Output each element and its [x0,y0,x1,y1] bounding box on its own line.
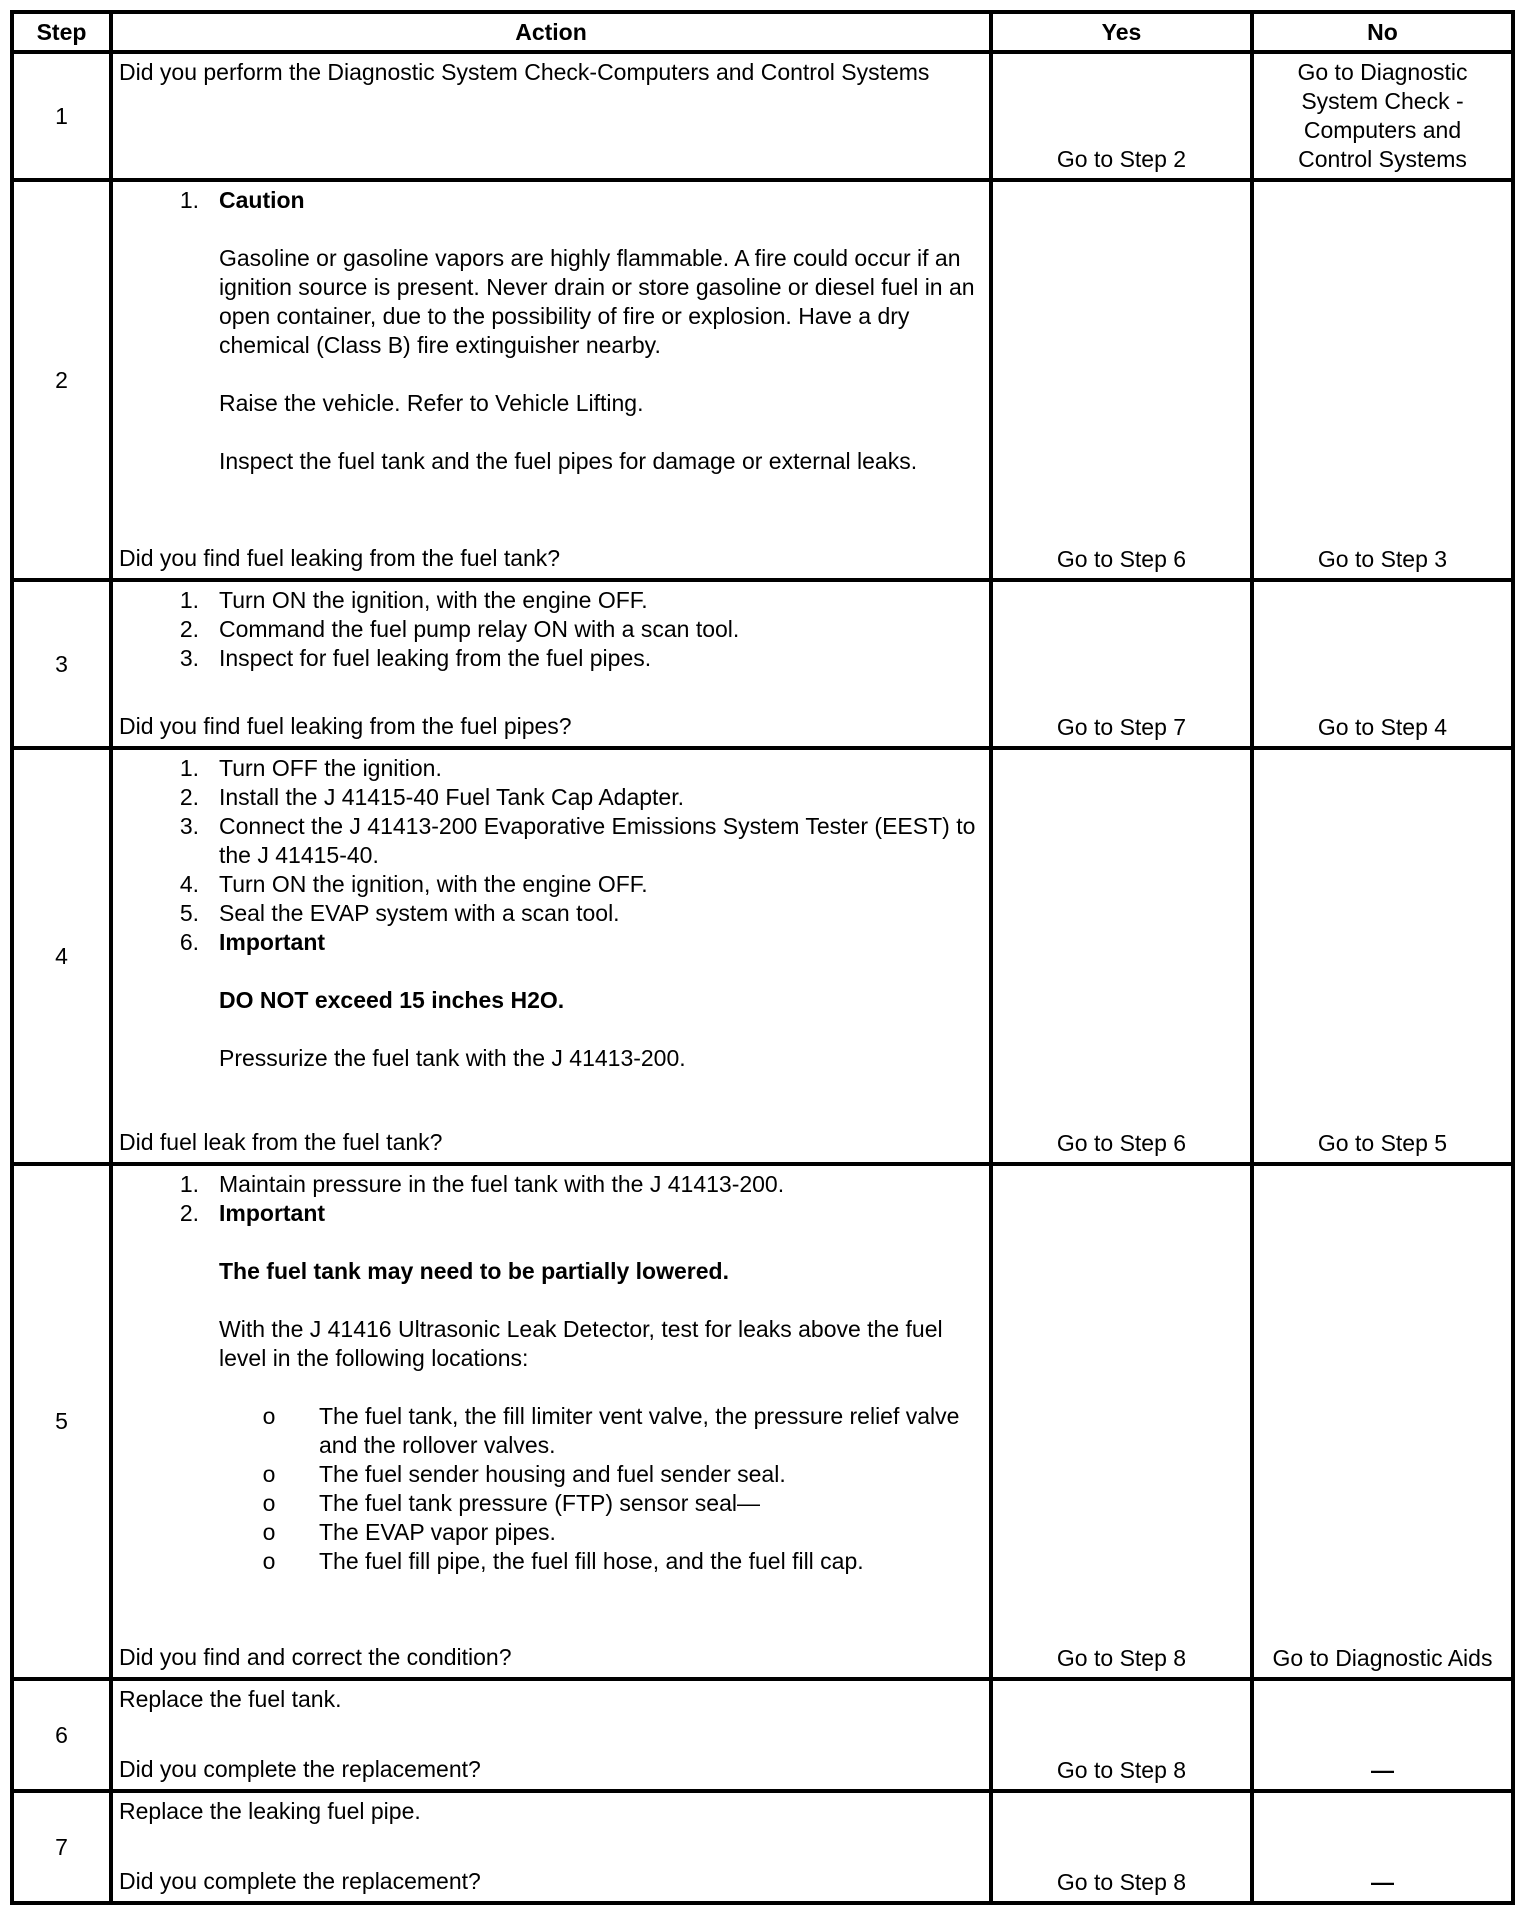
list-item: 2. Install the J 41415-40 Fuel Tank Cap Adapter. [179,784,684,810]
step-number: 6 [12,1679,111,1791]
list-item: o The EVAP vapor pipes. [262,1519,556,1545]
header-step: Step [12,12,111,52]
table-row [12,1164,1513,1679]
header-no: No [1252,12,1513,52]
list-item: o The fuel fill pipe, the fuel fill hose, and the fuel fill cap. [262,1548,864,1574]
action-steps [119,586,985,673]
important-text: DO NOT exceed 15 inches H2O. [219,987,565,1013]
list-item: o The fuel sender housing and fuel sender seal. [262,1461,786,1487]
header-action: Action [111,12,991,52]
yes-cell: Go to Step 8 [991,1679,1252,1791]
question-text: Did fuel leak from the fuel tank? [119,1129,443,1155]
step-number: 3 [12,580,111,748]
location-list [219,1402,985,1576]
diagnostic-table [10,10,1515,1905]
yes-cell: Go to Step 6 [991,180,1252,580]
action-cell [111,52,991,180]
header-row [12,12,1513,52]
caution-text: Gasoline or gasoline vapors are highly flammable. A fire could occur if an ignition source is present. Never drain or store gasoline or diesel fuel in an open container, due to the possibility of fire or explosion. Have a dry chemical (Class B) fire extinguisher nearby. [219,245,975,358]
question-text: Did you complete the replacement? [119,1756,481,1782]
no-cell: Go to Diagnostic Aids [1252,1164,1513,1679]
list-item: 4. Turn ON the ignition, with the engine OFF. [179,871,648,897]
table-row [12,1791,1513,1903]
list-item: 6. Important [119,928,985,957]
table-row [12,52,1513,180]
action-cell [111,1679,991,1791]
question-text: Did you find and correct the condition? [119,1644,512,1670]
no-cell: — [1252,1791,1513,1903]
list-item: 3. Connect the J 41413-200 Evaporative Emissions System Tester (EEST) to the J 41415-40. [179,813,976,868]
list-item: o The fuel tank pressure (FTP) sensor seal— [262,1490,760,1516]
action-cell [111,748,991,1164]
no-cell: — [1252,1679,1513,1791]
intro-text: With the J 41416 Ultrasonic Leak Detector, test for leaks above the fuel level in the following locations: [219,1316,943,1371]
list-item: 1. Maintain pressure in the fuel tank with the J 41413-200. [179,1171,785,1197]
table-row [12,748,1513,1164]
action-steps [119,186,985,215]
raise-instruction: Raise the vehicle. Refer to Vehicle Lifting. [219,390,644,416]
no-cell: Go to Step 5 [1252,748,1513,1164]
important-text: The fuel tank may need to be partially lowered. [219,1258,729,1284]
step-number: 2 [12,180,111,580]
yes-cell: Go to Step 8 [991,1791,1252,1903]
yes-cell: Go to Step 8 [991,1164,1252,1679]
question-text: Did you complete the replacement? [119,1868,481,1894]
list-item: 2. Important [119,1199,985,1228]
no-cell: Go to Diagnostic System Check - Computers and Control Systems [1252,52,1513,180]
step-number: 7 [12,1791,111,1903]
no-cell: Go to Step 3 [1252,180,1513,580]
yes-cell: Go to Step 2 [991,52,1252,180]
pressurize-instruction: Pressurize the fuel tank with the J 41413-200. [219,1045,686,1071]
list-item: 1. Turn ON the ignition, with the engine OFF. [179,587,648,613]
action-cell [111,180,991,580]
list-item: 3. Inspect for fuel leaking from the fuel pipes. [179,645,652,671]
step-number: 5 [12,1164,111,1679]
inspect-instruction: Inspect the fuel tank and the fuel pipes for damage or external leaks. [219,448,918,474]
list-item: 1. Caution [119,186,985,215]
action-cell [111,580,991,748]
step-number: 1 [12,52,111,180]
yes-cell: Go to Step 7 [991,580,1252,748]
list-item: 1. Turn OFF the ignition. [179,755,442,781]
question-text: Did you find fuel leaking from the fuel pipes? [119,713,572,739]
action-steps [119,1170,985,1228]
table-row [12,180,1513,580]
no-cell: Go to Step 4 [1252,580,1513,748]
important-label: Important [219,929,326,955]
action-steps [119,754,985,957]
list-item: 5. Seal the EVAP system with a scan tool. [179,900,620,926]
table-row [12,580,1513,748]
action-cell [111,1164,991,1679]
header-yes: Yes [991,12,1252,52]
table-row [12,1679,1513,1791]
list-item: o The fuel tank, the fill limiter vent valve, the pressure relief valve and the rollover valves. [262,1403,960,1458]
important-label: Important [219,1200,326,1226]
caution-label: Caution [219,187,305,213]
step-number: 4 [12,748,111,1164]
yes-cell: Go to Step 6 [991,748,1252,1164]
action-cell [111,1791,991,1903]
diagnostic-table-container [10,10,1511,1905]
question-text: Did you find fuel leaking from the fuel tank? [119,545,561,571]
list-item: 2. Command the fuel pump relay ON with a scan tool. [179,616,740,642]
action-text: Did you perform the Diagnostic System Check-Computers and Control Systems [119,59,930,85]
action-text: Replace the leaking fuel pipe. [119,1798,421,1824]
action-text: Replace the fuel tank. [119,1686,342,1712]
